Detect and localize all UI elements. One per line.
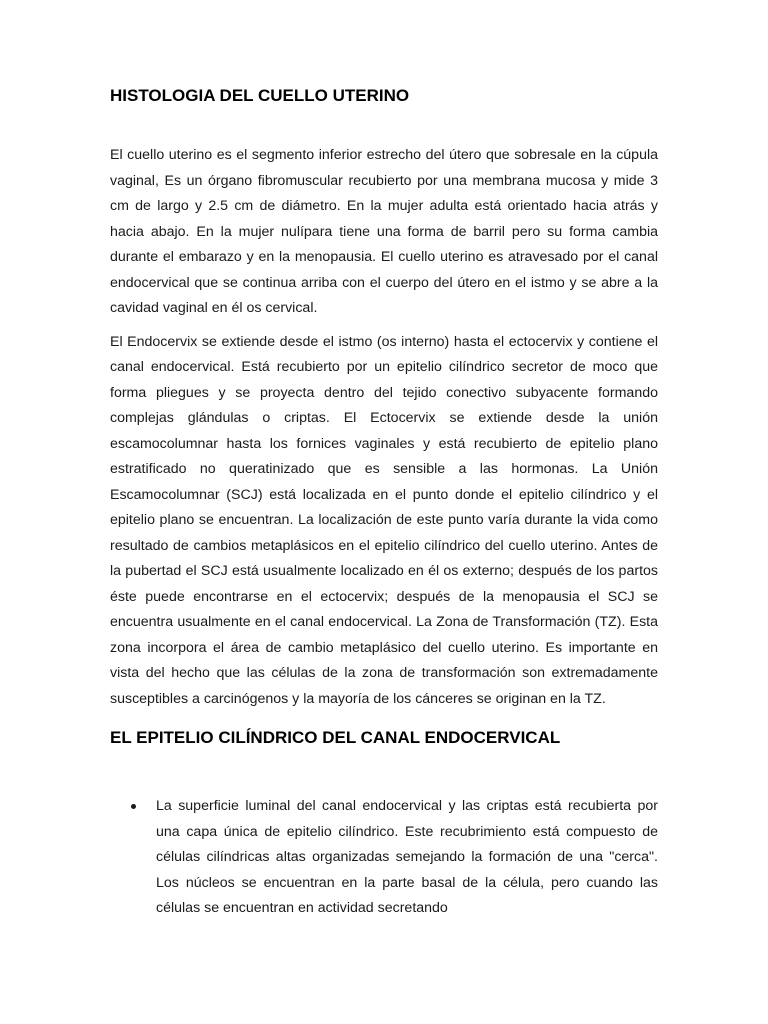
bullet-item <box>110 794 658 922</box>
bullet-icon <box>131 804 136 809</box>
bullet-list <box>110 794 658 922</box>
document-title: HISTOLOGIA DEL CUELLO UTERINO <box>110 86 410 105</box>
bullet-text: La superficie luminal del canal endocervical y las criptas está recubierta por una capa única de epitelio cilíndrico. Este recubrimiento está compuesto de células cilíndricas altas organizadas semejando la formación de una "cerca". Los núcleos se encuentran en la parte basal de la célula, pero cuando las células se encuentran en actividad secretando <box>156 798 658 916</box>
paragraph: El cuello uterino es el segmento inferior estrecho del útero que sobresale en la cúpula vaginal, Es un órgano fibromuscular recubierto por una membrana mucosa y mide 3 cm de largo y 2.5 cm de diámetro. En la mujer adulta está orientado hacia atrás y hacia abajo. En la mujer nulípara tiene una forma de barril pero su forma cambia durante el embarazo y en la menopausia. El cuello uterino es atravesado por el canal endocervical que se continua arriba con el cuerpo del útero en el istmo y se abre a la cavidad vaginal en él os cervical. <box>110 147 658 316</box>
section-heading: EL EPITELIO CILÍNDRICO DEL CANAL ENDOCERVICAL <box>110 728 561 747</box>
paragraph: El Endocervix se extiende desde el istmo (os interno) hasta el ectocervix y contiene el canal endocervical. Está recubierto por un epitelio cilíndrico secretor de moco que forma pliegues y se proyecta dentro del tejido conectivo subyacente formando complejas glándulas o criptas. El Ectocervix se extiende desde la unión escamocolumnar hasta los fornices vaginales y está recubierto de epitelio plano estratificado no queratinizado que es sensible a las hormonas. La Unión Escamocolumnar (SCJ) está localizada en el punto donde el epitelio cilíndrico y el epitelio plano se encuentran. La localización de este punto varía durante la vida como resultado de cambios metaplásicos en el epitelio cilíndrico del cuello uterino. Antes de la pubertad el SCJ está usualmente localizado en él os externo; después de los partos éste puede encontrarse en el ectocervix; después de la menopausia el SCJ se encuentra usualmente en el canal endocervical. La Zona de Transformación (TZ). Esta zona incorpora el área de cambio metaplásico del cuello uterino. Es importante en vista del hecho que las células de la zona de transformación son extremadamente susceptibles a carcinógenos y la mayoría de los cánceres se originan en la TZ. <box>110 333 658 707</box>
